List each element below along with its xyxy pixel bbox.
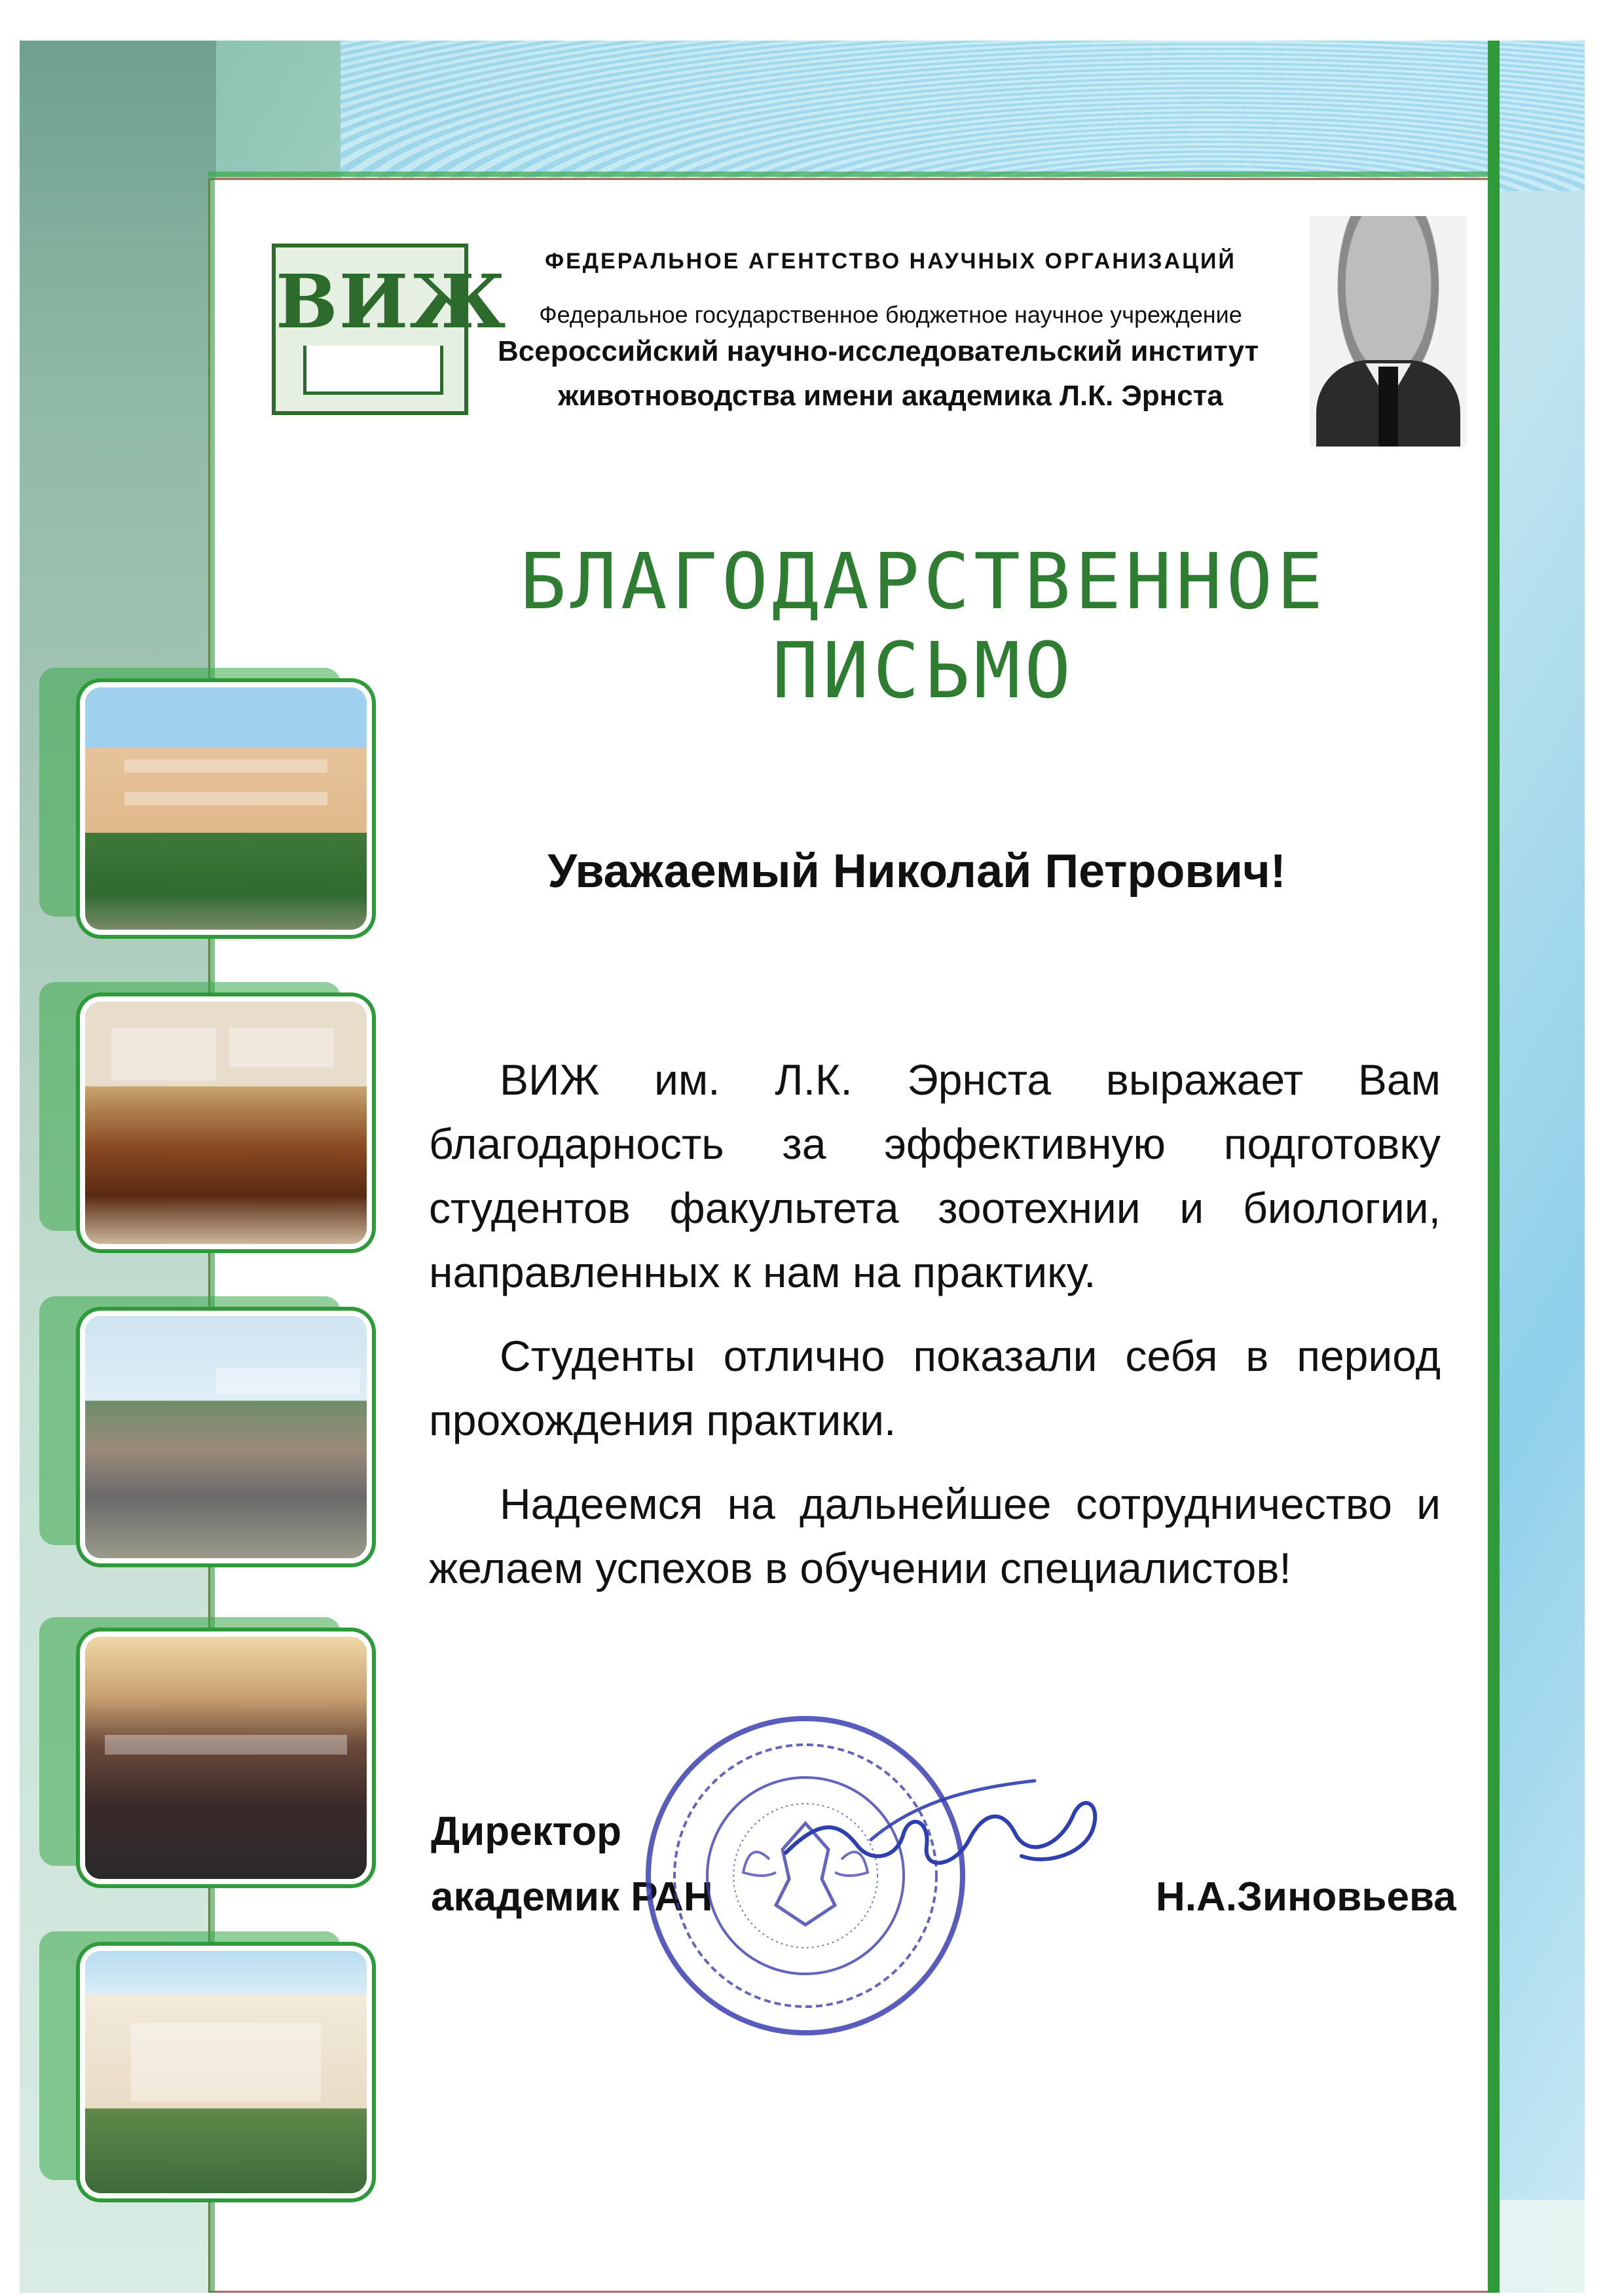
photo-institute-building <box>85 687 367 930</box>
frame-top-stripe <box>208 172 1500 177</box>
title-line1: БЛАГОДАРСТВЕННОЕ <box>519 536 1327 627</box>
signatory-name: Н.А.Зиновьева <box>1156 1874 1456 1920</box>
letter-title <box>367 537 1480 715</box>
frame-right-rail <box>1488 41 1500 2293</box>
book-icon <box>303 346 443 395</box>
paragraph-gratitude: ВИЖ им. Л.К. Эрнста выражает Вам благодарность за эффективную подготовку студентов факультета зоотехнии и биологии, направленных к нам на практику. <box>429 1055 1441 1296</box>
greeting: Уважаемый Николай Петрович! <box>547 845 1286 898</box>
photo-farm-visit <box>85 1316 367 1558</box>
photo-conference-audience <box>85 1637 367 1879</box>
institute-logo <box>272 244 507 415</box>
institute-name-line1: Всероссийский научно-исследовательский институт <box>498 335 1259 367</box>
director-signature <box>760 1741 1126 1905</box>
agency-name: ФЕДЕРАЛЬНОЕ АГЕНТСТВО НАУЧНЫХ ОРГАНИЗАЦИЙ <box>545 249 1236 274</box>
institution-type: Федеральное государственное бюджетное научное учреждение <box>539 301 1242 328</box>
title-line2: ПИСЬМО <box>771 625 1075 716</box>
photo-manor-house <box>85 1951 367 2193</box>
signatory-title: академик РАН <box>431 1874 713 1920</box>
paragraph-students: Студенты отлично показали себя в период прохождения практики. <box>429 1332 1441 1444</box>
paragraph-wishes: Надеемся на дальнейшее сотрудничество и желаем успехов в обучении специалистов! <box>429 1480 1441 1592</box>
letter-body <box>429 1048 1441 1600</box>
institute-name-line2: животноводства имени академика Л.К. Эрнста <box>558 380 1223 412</box>
photo-museum-room <box>85 1002 367 1244</box>
academician-portrait <box>1310 216 1467 446</box>
logo-text: ВИЖ <box>276 259 507 345</box>
background-swirl <box>341 41 1585 191</box>
signatory-role: Директор <box>431 1809 621 1854</box>
